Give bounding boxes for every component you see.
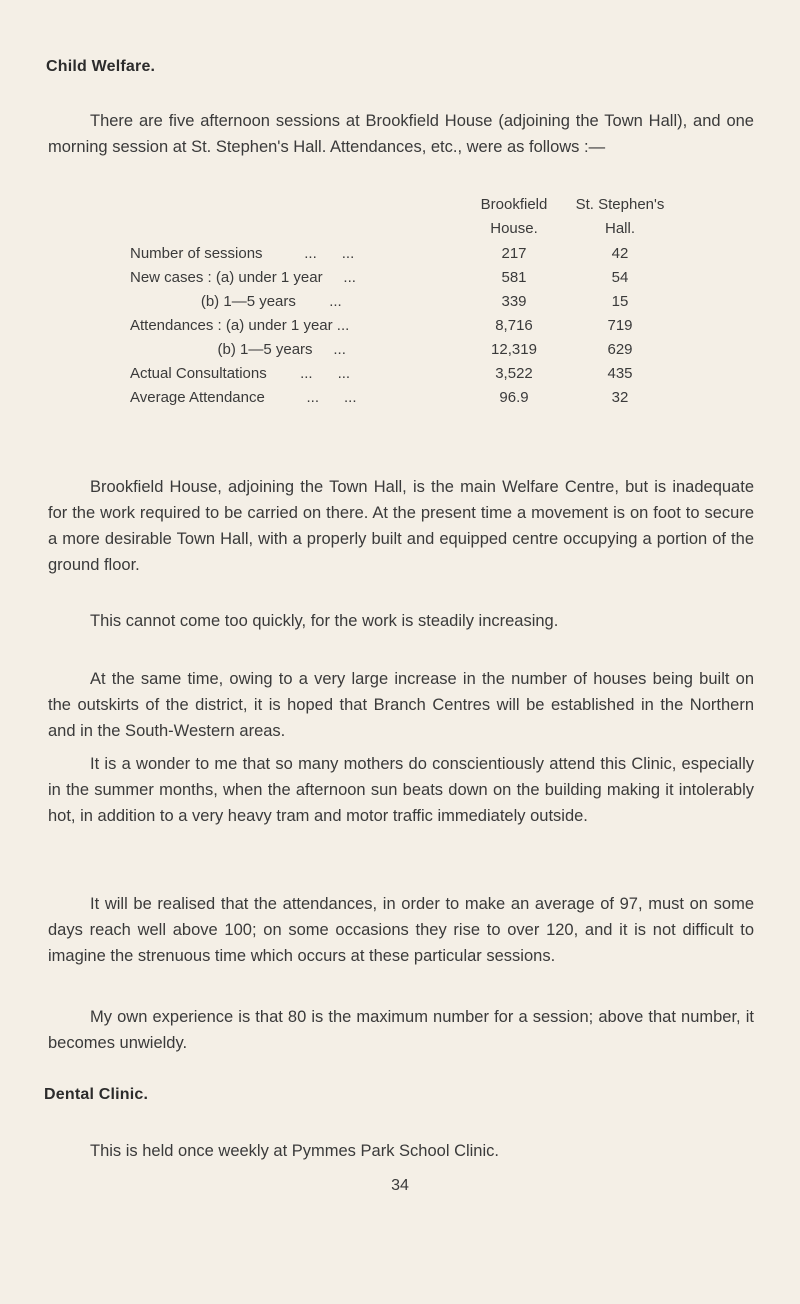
branch-centres-paragraph: At the same time, owing to a very large increase in the number of houses being built on the outskirts of the district, it is hoped that Branch Centres will be established in the Northern and in the South-Western areas.: [48, 670, 754, 740]
house-value: 339: [501, 292, 527, 310]
table-row: [130, 289, 682, 313]
welfare-centre-paragraph: Brookfield House, adjoining the Town Hall, is the main Welfare Centre, but is inadequate for the work required to be carried on there. At the present time a movement is on foot to secure a more desirable Town Hall, with a properly built and equipped centre occupying a portion of the ground floor.: [48, 478, 754, 574]
row-label: Average Attendance ... ...: [130, 388, 357, 406]
steady-increase-paragraph: This cannot come too quickly, for the work is steadily increasing.: [90, 612, 559, 630]
col1-header-line2: House.: [490, 220, 538, 237]
hall-value: 15: [611, 292, 629, 310]
table-header-row-1: [130, 193, 682, 217]
hall-value: 435: [607, 364, 633, 382]
row-label: Number of sessions ... ...: [130, 244, 355, 262]
house-value: 581: [501, 268, 527, 286]
page-number: 34: [391, 1177, 409, 1194]
col2-header-line1: St. Stephen's: [575, 196, 665, 213]
house-value: 12,319: [491, 340, 537, 358]
table-row: [130, 385, 682, 409]
row-label: New cases : (a) under 1 year ...: [130, 268, 356, 286]
hall-value: 42: [611, 244, 629, 262]
house-value: 3,522: [495, 364, 533, 382]
row-label: Attendances : (a) under 1 year ...: [130, 316, 350, 334]
row-label: (b) 1—5 years ...: [130, 292, 342, 310]
table-row: [130, 337, 682, 361]
intro-paragraph: There are five afternoon sessions at Brookfield House (adjoining the Town Hall), and one morning session at St. Stephen's Hall. Attendances, etc., were as follows :—: [48, 112, 754, 156]
house-value: 8,716: [495, 316, 533, 334]
col2-header-line2: Hall.: [604, 220, 635, 237]
attendance-average-paragraph: It will be realised that the attendances, in order to make an average of 97, must on some days reach well above 100; on some occasions they rise to over 120, and it is not difficult to imagine the strenuous time which occurs at these particular sessions.: [48, 895, 754, 965]
table-row: [130, 361, 682, 385]
house-value: 96.9: [499, 388, 529, 406]
hall-value: 629: [607, 340, 633, 358]
table-row: [130, 313, 682, 337]
house-value: 217: [501, 244, 527, 262]
hall-value: 719: [607, 316, 633, 334]
maximum-session-paragraph: My own experience is that 80 is the maximum number for a session; above that number, it becomes unwieldy.: [48, 1008, 754, 1052]
table-row: [130, 241, 682, 265]
table-row: [130, 265, 682, 289]
hall-value: 32: [611, 388, 629, 406]
child-welfare-heading: Child Welfare.: [46, 58, 156, 75]
row-label: (b) 1—5 years ...: [130, 340, 346, 358]
dental-clinic-heading: Dental Clinic.: [44, 1086, 149, 1103]
row-label: Actual Consultations ... ...: [130, 364, 351, 382]
clinic-conditions-paragraph: It is a wonder to me that so many mothers do conscientiously attend this Clinic, especially in the summer months, when the afternoon sun beats down on the building making it intolerably hot, in addition to a very heavy tram and motor traffic immediately outside.: [48, 755, 754, 825]
dental-clinic-paragraph: This is held once weekly at Pymmes Park School Clinic.: [90, 1142, 499, 1160]
col1-header-line1: Brookfield: [480, 196, 548, 213]
attendance-table: [130, 193, 682, 409]
table-header-row-2: [130, 217, 682, 241]
hall-value: 54: [611, 268, 629, 286]
